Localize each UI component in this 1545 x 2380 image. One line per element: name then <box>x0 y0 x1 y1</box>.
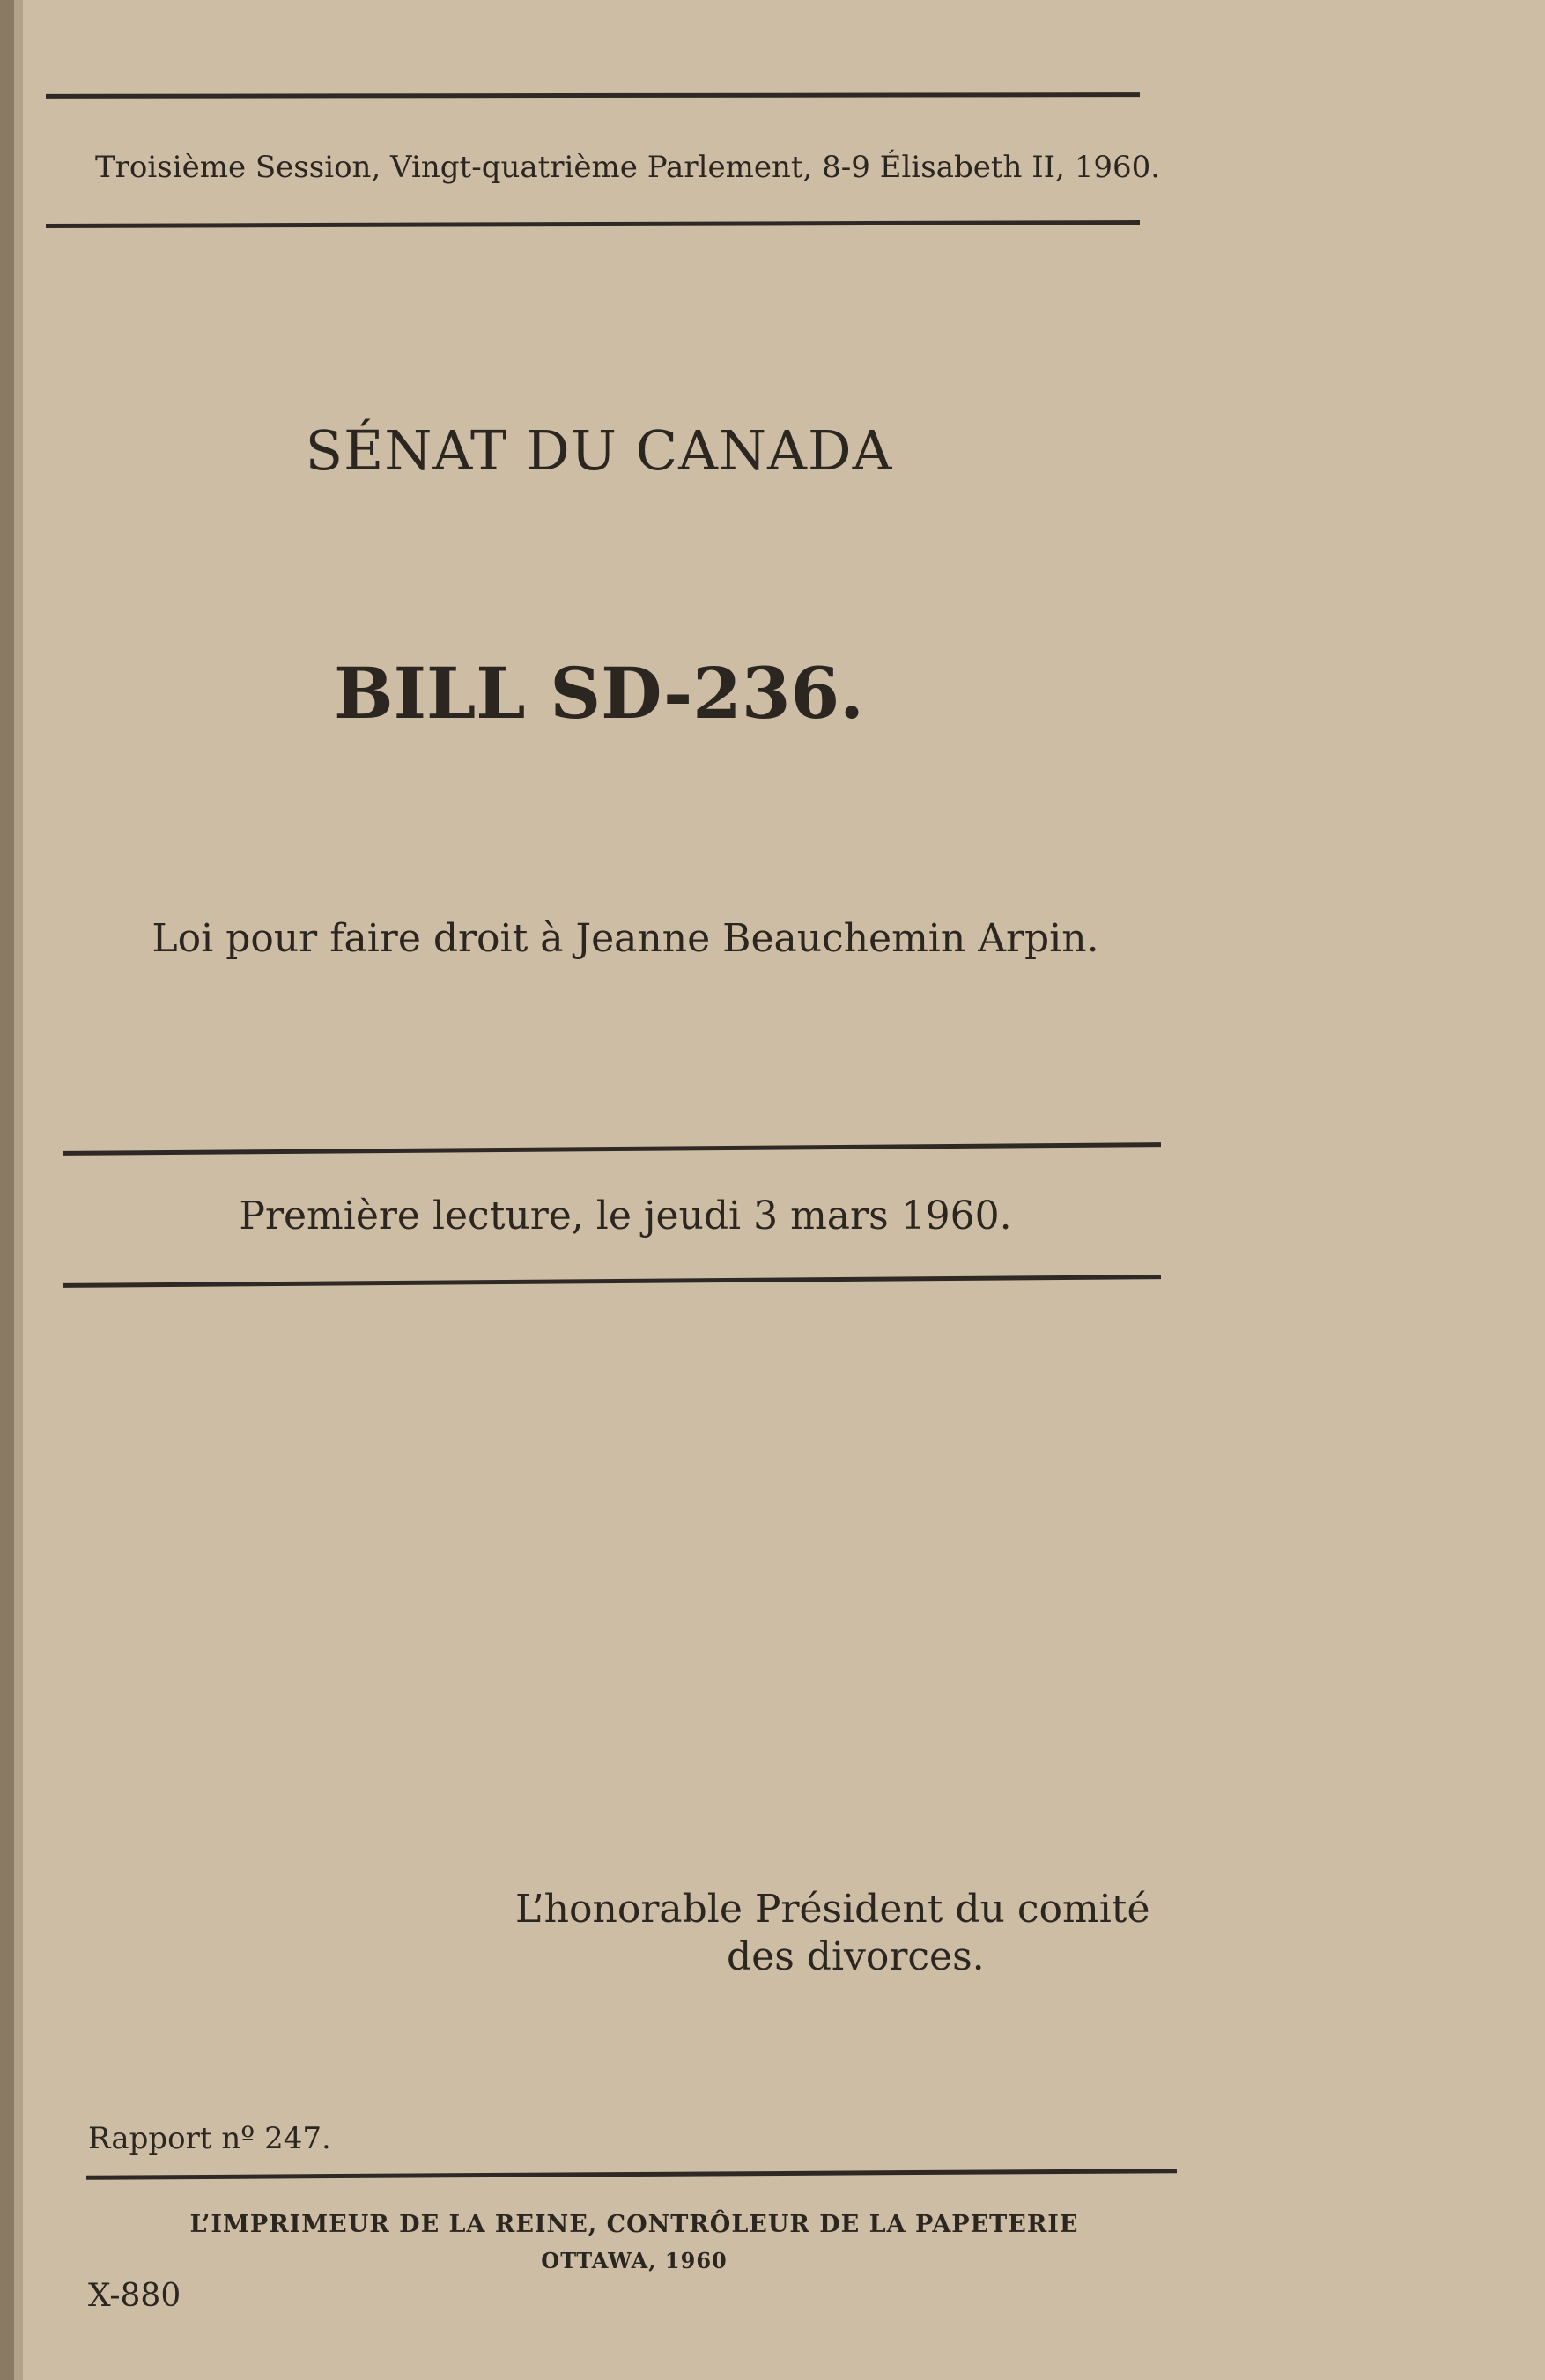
reading-bottom-rule <box>63 1275 1161 1288</box>
printer-line-1: L’IMPRIMEUR DE LA REINE, CONTRÔLEUR DE LA PAPETERIE <box>189 2211 1079 2238</box>
binding-spine <box>0 0 14 2380</box>
document-code: X-880 <box>88 2278 181 2314</box>
binding-edge <box>14 0 23 2380</box>
footer-rule <box>86 2169 1177 2180</box>
bill-number: BILL SD-236. <box>333 652 865 735</box>
sponsor-line-2: des divorces. <box>727 1934 985 1979</box>
session-line: Troisième Session, Vingt-quatrième Parlement, 8-9 Élisabeth II, 1960. <box>95 150 1161 185</box>
bill-title: Loi pour faire droit à Jeanne Beauchemin Arpin. <box>152 916 1099 961</box>
report-number: Rapport nº 247. <box>88 2121 331 2156</box>
reading-top-rule <box>63 1142 1161 1156</box>
sponsor-line-1: L’honorable Président du comité <box>515 1887 1150 1932</box>
chamber-heading: SÉNAT DU CANADA <box>305 418 893 483</box>
top-rule <box>46 92 1140 99</box>
first-reading-line: Première lecture, le jeudi 3 mars 1960. <box>239 1194 1012 1238</box>
session-bottom-rule <box>46 220 1140 228</box>
printer-line-2: OTTAWA, 1960 <box>541 2248 728 2273</box>
